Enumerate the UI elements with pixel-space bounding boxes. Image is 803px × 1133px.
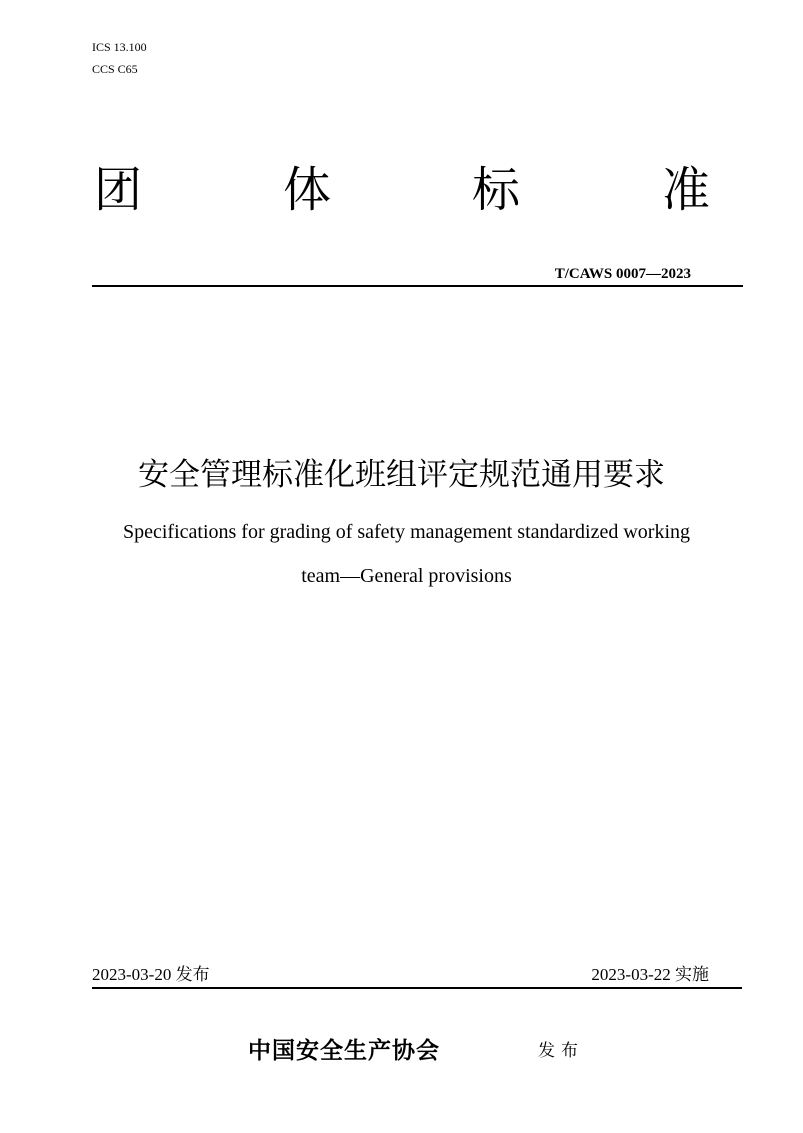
standard-number: T/CAWS 0007—2023 xyxy=(554,266,691,282)
top-divider xyxy=(92,285,743,287)
standard-type-char-1: 团 xyxy=(94,162,143,218)
title-english-line-2: team—General provisions xyxy=(301,565,512,587)
ccs-code: CCS C65 xyxy=(92,62,138,76)
publish-label: 发布 xyxy=(538,1041,584,1061)
standard-type-char-4: 准 xyxy=(662,162,711,218)
title-chinese: 安全管理标准化班组评定规范通用要求 xyxy=(138,457,665,493)
bottom-divider xyxy=(92,987,742,989)
issue-date: 2023-03-20 发布 xyxy=(92,965,210,984)
implementation-date: 2023-03-22 实施 xyxy=(591,965,709,984)
ics-code: ICS 13.100 xyxy=(92,40,147,54)
standard-type-char-3: 标 xyxy=(472,162,521,218)
title-english-line-1: Specifications for grading of safety management standardized working xyxy=(122,521,691,543)
publisher-name: 中国安全生产协会 xyxy=(248,1038,440,1064)
standard-type-char-2: 体 xyxy=(283,162,332,218)
